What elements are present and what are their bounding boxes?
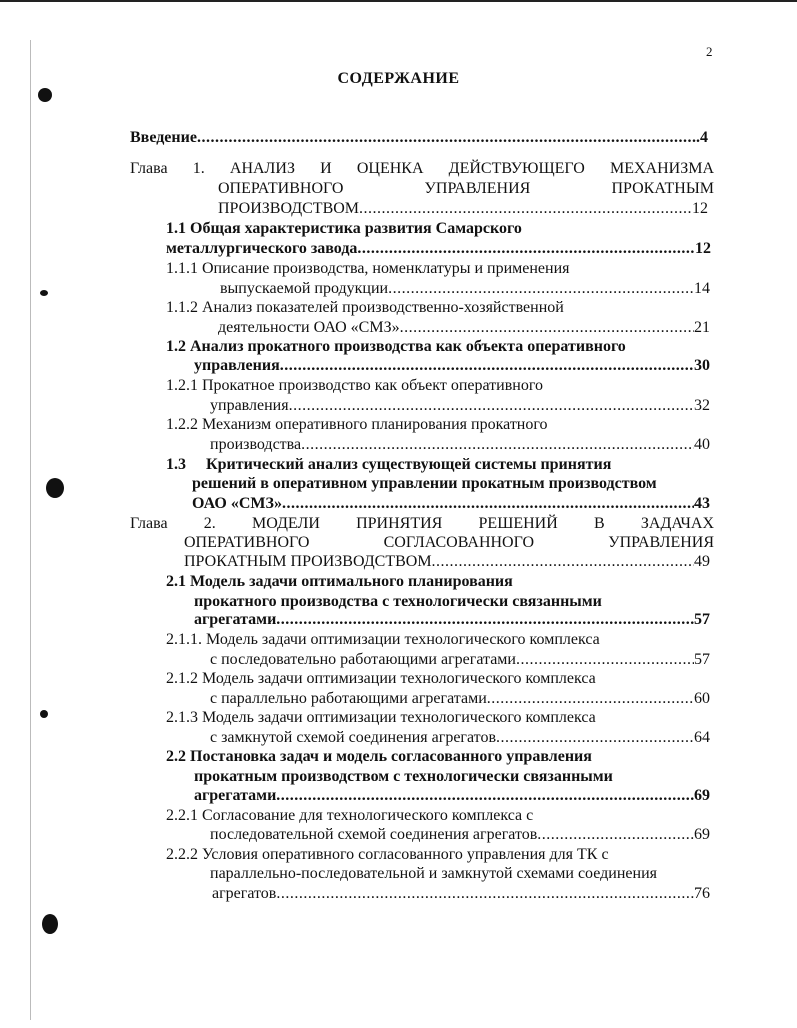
toc-section-2-1-line-3: агрегатами ..... 57 <box>194 610 710 630</box>
toc-section-2-1-3-line-1: 2.1.3 Модель задачи оптимизации технологического комплекса <box>166 709 596 726</box>
page-title: СОДЕРЖАНИЕ <box>337 70 460 87</box>
toc-section-1-1-line-2: металлургического завода ..... 12 <box>166 239 711 259</box>
scan-top-edge <box>0 0 797 2</box>
toc-section-2-2-2-line-3: агрегатов ..... 76 <box>212 884 710 904</box>
toc-section-1-3-line-1: 1.3 Критический анализ существующей системы принятия <box>166 456 612 473</box>
page-number: 2 <box>706 44 713 59</box>
toc-chapter-2-line-2: ОПЕРАТИВНОГО СОГЛАСОВАННОГО УПРАВЛЕНИЯ <box>184 534 714 551</box>
toc-section-2-1-line-2: прокатного производства с технологически связанными <box>194 593 602 610</box>
toc-section-2-1-1-line-1: 2.1.1. Модель задачи оптимизации технологического комплекса <box>166 631 600 648</box>
toc-section-2-2-line-3: агрегатами ..... 69 <box>194 786 710 806</box>
toc-section-2-2-line-2: прокатным производством с технологически связанными <box>194 768 613 785</box>
toc-section-2-2-2-line-1: 2.2.2 Условия оперативного согласованного управления для ТК с <box>166 846 609 863</box>
toc-section-1-2-2-line-2: производства ..... 40 <box>210 435 710 455</box>
scan-artifact <box>40 290 48 296</box>
toc-section-1-1-1-line-1: 1.1.1 Описание производства, номенклатуры и применения <box>166 260 570 277</box>
toc-section-1-1-1-line-2: выпускаемой продукции ..... 14 <box>220 279 710 299</box>
toc-section-2-2-2-line-2: параллельно-последовательной и замкнутой схемами соединения <box>210 865 657 882</box>
toc-section-2-1-3-line-2: с замкнутой схемой соединения агрегатов ..... 64 <box>210 728 710 748</box>
toc-entry-intro: Введение ..... .4 <box>130 128 708 148</box>
toc-chapter-2-line-3: ПРОКАТНЫМ ПРОИЗВОДСТВОМ ..... 49 <box>184 552 710 572</box>
toc-section-2-1-2-line-1: 2.1.2 Модель задачи оптимизации технологического комплекса <box>166 670 596 687</box>
scan-artifact <box>40 710 48 718</box>
toc-section-1-2-1-line-1: 1.2.1 Прокатное производство как объект оперативного <box>166 377 543 394</box>
toc-section-2-2-1-line-2: последовательной схемой соединения агрегатов ..... 69 <box>210 825 710 845</box>
scan-artifact <box>46 478 64 498</box>
toc-section-2-2-1-line-1: 2.2.1 Согласование для технологического комплекса с <box>166 807 534 824</box>
toc-section-1-2-line-2: управления ..... 30 <box>194 356 710 376</box>
toc-chapter-1-line-3: ПРОИЗВОДСТВОМ ..... 12 <box>218 199 708 219</box>
toc-section-1-2-2-line-1: 1.2.2 Механизм оперативного планирования прокатного <box>166 416 548 433</box>
toc-section-1-2-line-1: 1.2 Анализ прокатного производства как объекта оперативного <box>166 338 626 355</box>
toc-section-1-1-line-1: 1.1 Общая характеристика развития Самарского <box>166 220 522 237</box>
toc-section-1-3-line-2: решений в оперативном управлении прокатным производством <box>192 475 657 492</box>
toc-chapter-1-line-2: ОПЕРАТИВНОГО УПРАВЛЕНИЯ ПРОКАТНЫМ <box>218 180 714 197</box>
scan-artifact <box>38 88 52 102</box>
toc-section-2-2-line-1: 2.2 Постановка задач и модель согласованного управления <box>166 748 592 765</box>
toc-section-2-1-line-1: 2.1 Модель задачи оптимального планирования <box>166 573 513 590</box>
toc-section-1-3-line-3: ОАО «СМЗ» ..... 43 <box>192 494 710 514</box>
toc-section-1-1-2-line-2: деятельности ОАО «СМЗ» ..... 21 <box>218 318 710 338</box>
scan-margin-line <box>30 40 31 1020</box>
toc-section-2-1-2-line-2: с параллельно работающими агрегатами ..... 60 <box>210 689 710 709</box>
toc-chapter-2-line-1: Глава 2. МОДЕЛИ ПРИНЯТИЯ РЕШЕНИЙ В ЗАДАЧАХ <box>130 515 714 532</box>
toc-section-1-2-1-line-2: управления ..... 32 <box>210 396 710 416</box>
toc-section-2-1-1-line-2: с последовательно работающими агрегатами ..... 57 <box>210 650 710 670</box>
toc-section-1-1-2-line-1: 1.1.2 Анализ показателей производственно-хозяйственной <box>166 299 564 316</box>
toc-chapter-1-line-1: Глава 1. АНАЛИЗ И ОЦЕНКА ДЕЙСТВУЮЩЕГО МЕХАНИЗМА <box>130 160 714 177</box>
scan-artifact <box>42 914 58 934</box>
